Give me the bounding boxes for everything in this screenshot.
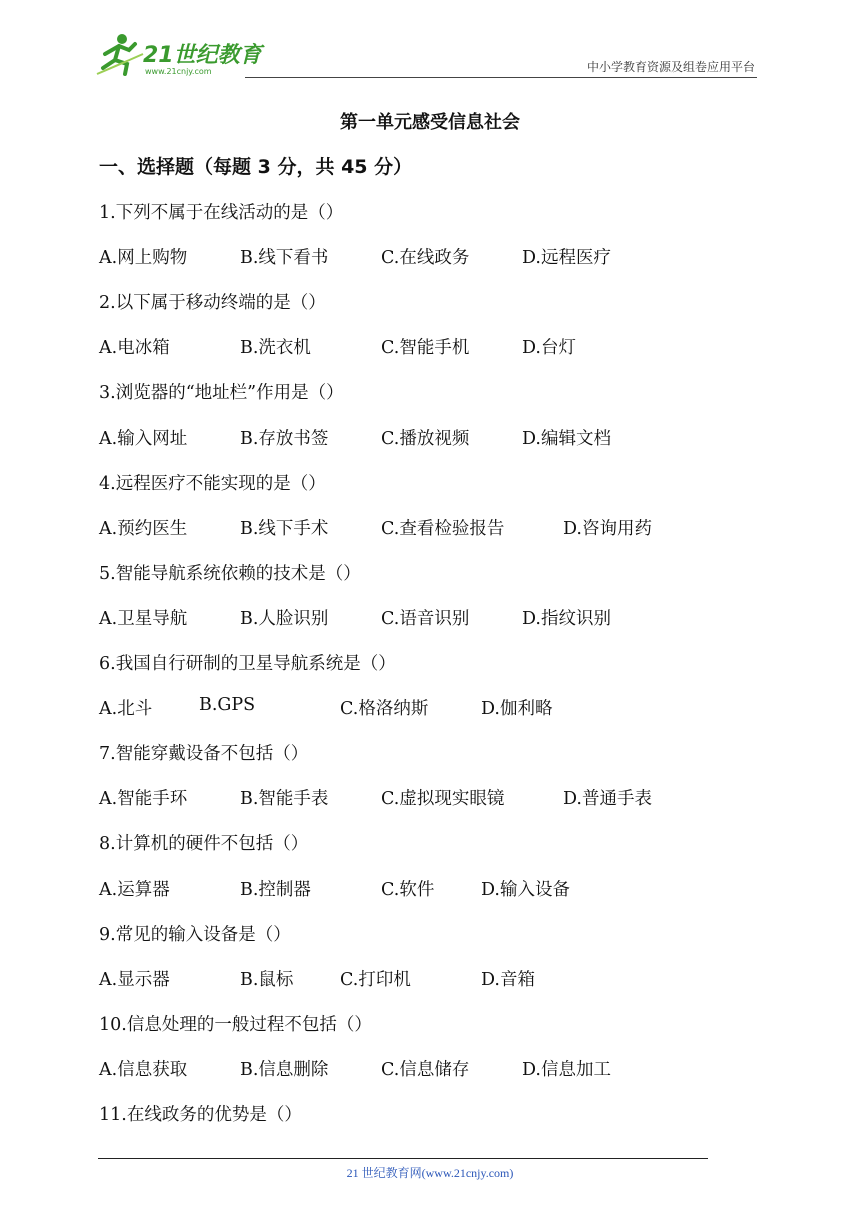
- option-item: C.查看检验报告: [381, 518, 505, 539]
- option-item: D.远程医疗: [522, 248, 611, 269]
- option-item: D.普通手表: [563, 789, 652, 810]
- question-text: 11.在线政务的优势是（）: [99, 1105, 302, 1125]
- option-item: A.输入网址: [99, 428, 188, 449]
- option-item: A.运算器: [99, 879, 170, 900]
- option-item: C.在线政务: [381, 248, 470, 269]
- option-item: D.台灯: [522, 338, 576, 359]
- option-item: A.信息获取: [99, 1059, 188, 1080]
- option-item: B.线下手术: [240, 518, 329, 539]
- question-text: 6.我国自行研制的卫星导航系统是（）: [99, 654, 396, 674]
- question-text: 9.常见的输入设备是（）: [99, 924, 291, 945]
- question-text: 8.计算机的硬件不包括（）: [99, 834, 309, 855]
- option-item: C.格洛纳斯: [340, 699, 429, 720]
- option-item: B.控制器: [240, 879, 311, 900]
- option-item: C.语音识别: [381, 608, 470, 629]
- option-item: C.信息储存: [381, 1059, 470, 1080]
- option-item: C.智能手机: [381, 338, 470, 359]
- option-item: A.卫星导航: [99, 608, 188, 629]
- option-item: A.预约医生: [99, 518, 188, 539]
- option-item: B.人脸识别: [240, 608, 329, 629]
- section-heading: 一、选择题（每题 3 分，共 45 分）: [99, 156, 413, 178]
- header-divider: [245, 77, 757, 78]
- option-item: D.输入设备: [481, 879, 570, 900]
- question-text: 7.智能穿戴设备不包括（）: [99, 744, 309, 765]
- question-text: 10.信息处理的一般过程不包括（）: [99, 1014, 372, 1035]
- option-item: D.编辑文档: [522, 428, 611, 449]
- logo-url: www.21cnjy.com: [145, 67, 212, 76]
- page-header: [95, 32, 757, 78]
- question-text: 4.远程医疗不能实现的是（）: [99, 473, 326, 494]
- platform-label: 中小学教育资源及组卷应用平台: [586, 60, 755, 74]
- document-title: 第一单元感受信息社会: [340, 112, 520, 133]
- option-item: B.信息删除: [240, 1059, 329, 1080]
- option-item: B.鼠标: [240, 969, 294, 990]
- option-item: B.线下看书: [240, 248, 329, 269]
- option-item: D.指纹识别: [522, 608, 611, 629]
- question-text: 3.浏览器的“地址栏”作用是（）: [99, 383, 344, 404]
- option-item: C.打印机: [340, 969, 411, 990]
- logo-text: 21世纪教育: [143, 43, 262, 68]
- runner-icon: [97, 34, 143, 74]
- option-item: B.GPS: [199, 695, 256, 716]
- option-item: D.伽利略: [481, 699, 553, 720]
- footer-source: 21 世纪教育网(www.21cnjy.com): [346, 1166, 514, 1180]
- logo: [95, 32, 270, 76]
- option-item: C.软件: [381, 879, 435, 900]
- option-item: C.播放视频: [381, 428, 470, 449]
- option-item: B.存放书签: [240, 428, 329, 449]
- question-text: 2.以下属于移动终端的是（）: [99, 293, 326, 314]
- option-item: A.北斗: [99, 699, 153, 720]
- question-text: 5.智能导航系统依赖的技术是（）: [99, 563, 361, 584]
- option-item: D.音箱: [481, 969, 535, 990]
- option-item: B.智能手表: [240, 789, 329, 810]
- option-item: D.咨询用药: [563, 518, 652, 539]
- option-item: A.电冰箱: [99, 338, 170, 359]
- option-item: A.显示器: [99, 969, 170, 990]
- option-item: C.虚拟现实眼镜: [381, 789, 505, 810]
- option-item: B.洗衣机: [240, 338, 311, 359]
- question-text: 1.下列不属于在线活动的是（）: [99, 203, 344, 223]
- option-item: A.网上购物: [99, 248, 188, 269]
- option-item: D.信息加工: [522, 1059, 611, 1080]
- footer-divider: [98, 1158, 708, 1159]
- option-item: A.智能手环: [99, 789, 188, 810]
